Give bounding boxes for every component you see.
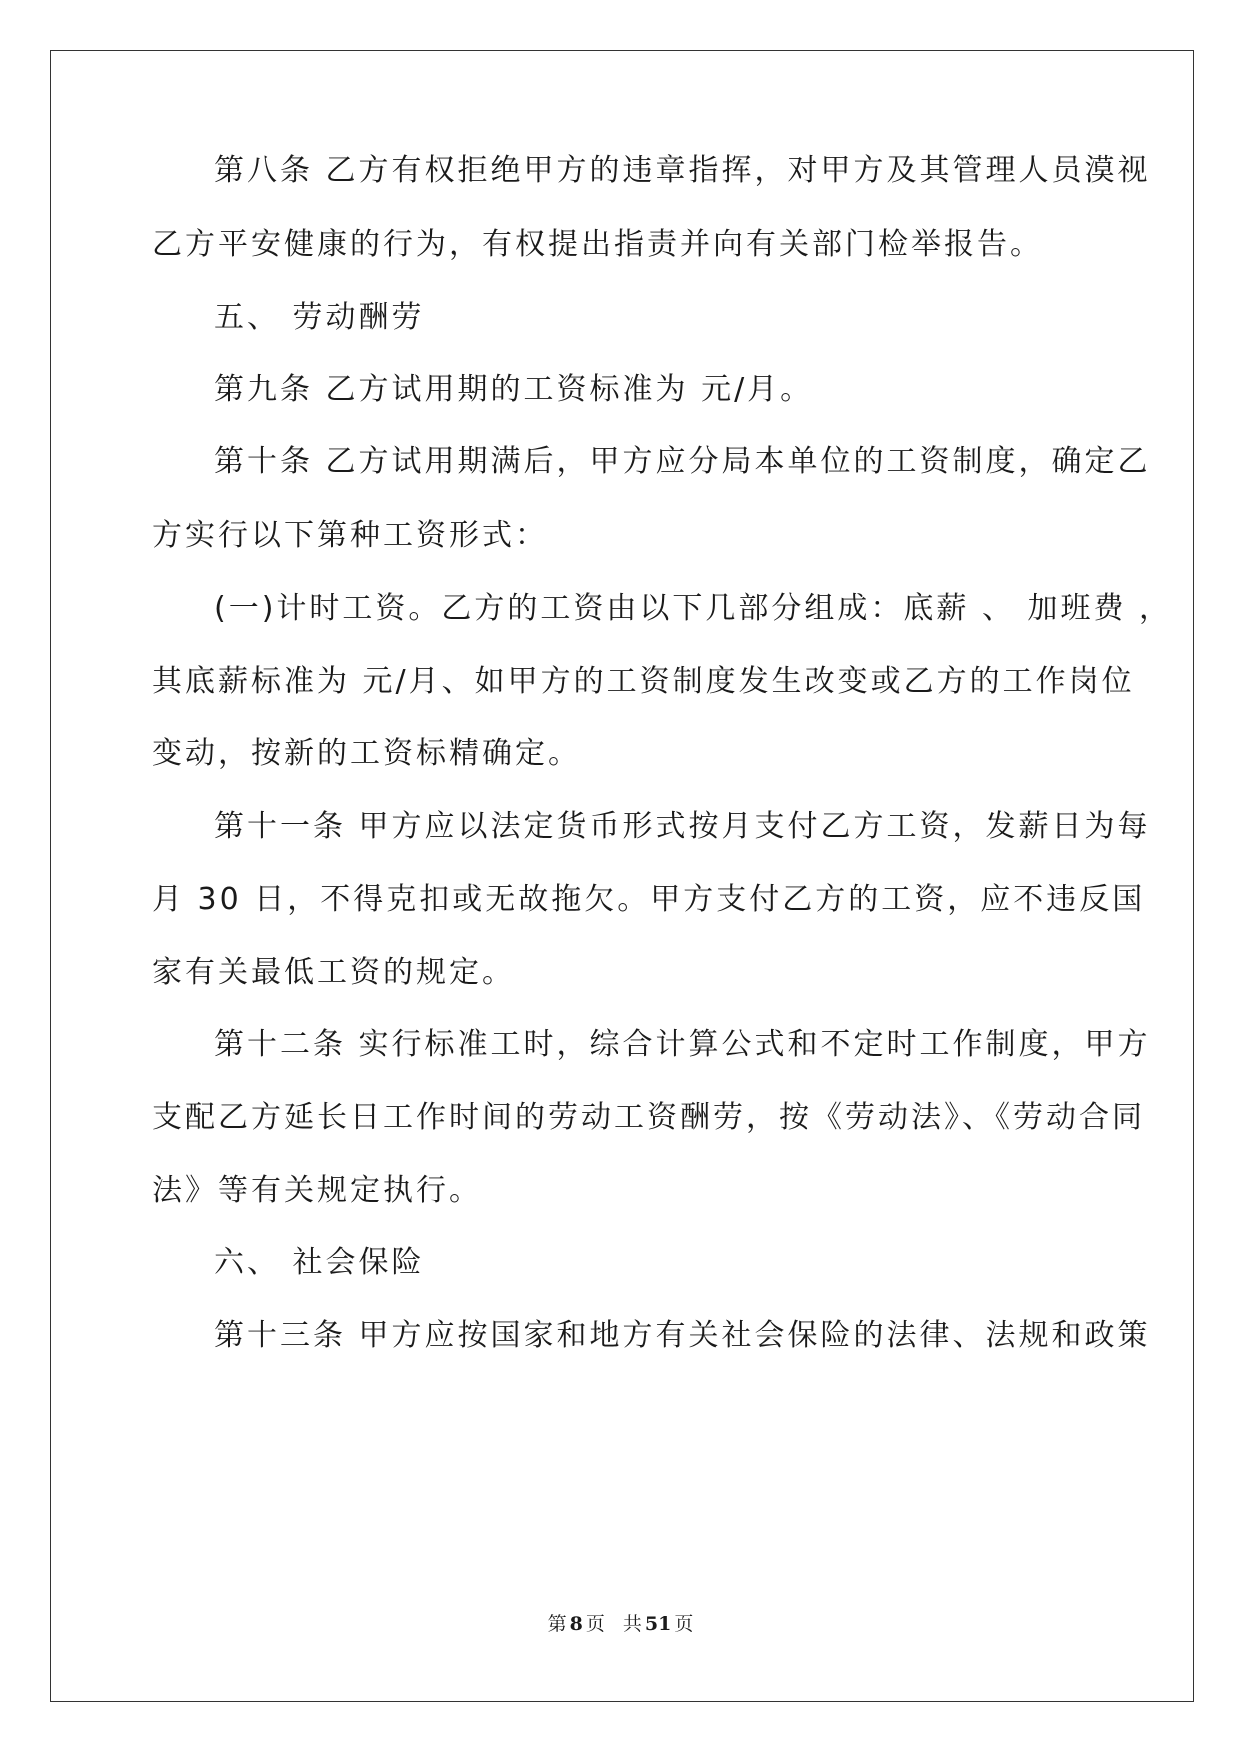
paragraph-line: 法》等有关规定执行。	[152, 1173, 482, 1208]
paragraph-line: 乙方平安健康的行为，有权提出指责并向有关部门检举报告。	[152, 227, 1043, 262]
paragraph-line: 月 30 日，不得克扣或无故拖欠。甲方支付乙方的工资，应不违反国	[152, 882, 1146, 917]
paragraph-line: 第十条 乙方试用期满后，甲方应分局本单位的工资制度，确定乙	[214, 444, 1151, 479]
paragraph-line: 支配乙方延长日工作时间的劳动工资酬劳，按《劳动法》、《劳动合同	[152, 1100, 1145, 1135]
footer-page-prefix: 第	[547, 1613, 567, 1635]
paragraph-line: 其底薪标准为 元/月、如甲方的工资制度发生改变或乙方的工作岗位	[152, 664, 1135, 699]
footer-total-pages: 51	[644, 1613, 672, 1635]
footer-total-suffix: 页	[674, 1613, 694, 1635]
footer-page-number: 8	[569, 1613, 583, 1635]
paragraph-line: 家有关最低工资的规定。	[152, 955, 515, 990]
paragraph-line: 第十三条 甲方应按国家和地方有关社会保险的法律、法规和政策	[214, 1318, 1151, 1353]
footer-total-prefix: 共	[622, 1613, 642, 1635]
paragraph-line: 第九条 乙方试用期的工资标准为 元/月。	[214, 372, 814, 407]
paragraph-line: 方实行以下第种工资形式：	[152, 518, 548, 553]
paragraph-line: 第八条 乙方有权拒绝甲方的违章指挥，对甲方及其管理人员漠视	[214, 153, 1151, 188]
paragraph-line: 第十一条 甲方应以法定货币形式按月支付乙方工资，发薪日为每	[214, 809, 1151, 844]
paragraph-line: (一)计时工资。乙方的工资由以下几部分组成：底薪 、 加班费 ，	[214, 591, 1173, 626]
paragraph-line: 第十二条 实行标准工时，综合计算公式和不定时工作制度，甲方	[214, 1027, 1151, 1062]
page-footer	[0, 1612, 1241, 1636]
section-heading: 六、 社会保险	[214, 1245, 425, 1280]
paragraph-line: 变动，按新的工资标精确定。	[152, 736, 581, 771]
section-heading: 五、 劳动酬劳	[214, 300, 425, 335]
footer-page-suffix: 页	[585, 1613, 605, 1635]
